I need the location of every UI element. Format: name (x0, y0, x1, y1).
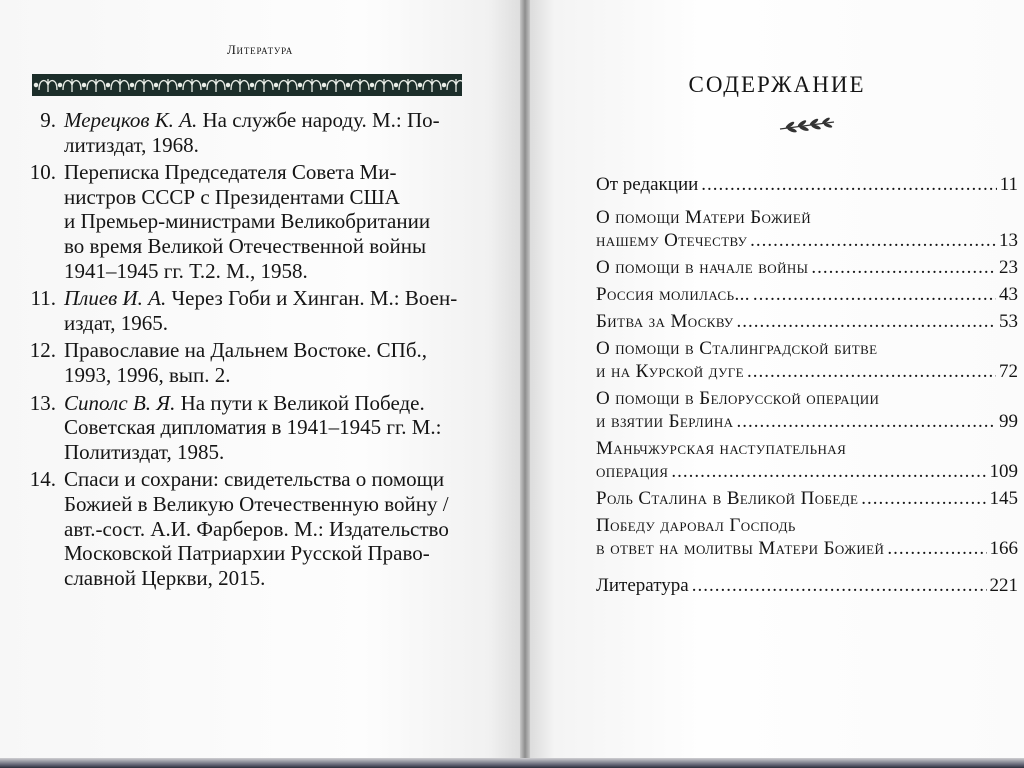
ornament-dot (226, 83, 229, 86)
item-line: авт.-сост. А.И. Фарберов. М.: Издательство (64, 516, 449, 541)
toc-entry-title-cont: операция (596, 461, 669, 482)
bibliography-item (22, 286, 467, 335)
bibliography-item (22, 391, 467, 465)
bibliography-item (22, 467, 467, 590)
item-line: издат, 1965. (64, 310, 168, 335)
ornament-dot (370, 83, 373, 86)
toc-entry[interactable] (596, 173, 1018, 196)
ornament-dot (298, 83, 301, 86)
item-author: Сиполс В. Я. (64, 390, 176, 415)
dot-leader (811, 256, 996, 279)
ornament-dot (274, 83, 277, 86)
item-line: литиздат, 1968. (64, 132, 199, 157)
ornament-dot (442, 83, 445, 86)
dot-leader (887, 537, 986, 560)
toc-entry[interactable] (596, 256, 1018, 279)
toc-entry-line (596, 283, 1018, 306)
item-line: славной Церкви, 2015. (64, 565, 266, 590)
toc-entry[interactable] (596, 574, 1018, 597)
toc-entry-title: От редакции (596, 174, 699, 195)
ornament-dot (106, 83, 109, 86)
ornament-dot (346, 83, 349, 86)
dot-leader (671, 460, 986, 483)
toc-entry-line (596, 487, 1018, 510)
toc-entry[interactable] (596, 206, 1018, 252)
bibliography-item (22, 108, 467, 157)
item-author: Мерецков К. А. (64, 108, 198, 132)
ornament-dot (154, 83, 157, 86)
toc-entry-title: О помощи Матери Божией (596, 207, 811, 228)
item-line: Плиев И. А. Через Гоби и Хинган. М.: Воен- (64, 286, 458, 311)
toc-entry-line (596, 173, 1018, 196)
toc-entry-title: Маньчжурская наступательная (596, 438, 847, 459)
toc-entry[interactable] (596, 487, 1018, 510)
book-gutter (520, 0, 530, 758)
toc-entry-title: Литература (596, 575, 689, 596)
ornament-dot (82, 83, 85, 86)
toc-entry[interactable] (596, 437, 1018, 483)
toc-page-number: 53 (999, 311, 1018, 332)
item-line: Мерецков К. А. На службе народу. М.: По- (64, 108, 440, 132)
item-line: во время Великой Отечественной войны (64, 233, 427, 258)
dot-leader (701, 173, 996, 196)
item-number: 14. (29, 467, 56, 492)
toc-entry-title: Битва за Москву (596, 311, 734, 332)
toc-page-number: 145 (989, 488, 1018, 509)
toc-entry-title-cont: нашему Отечеству (596, 230, 748, 251)
toc-entry-line (596, 310, 1018, 333)
toc-page-number: 11 (999, 174, 1018, 195)
toc-entry[interactable] (596, 283, 1018, 306)
ornament-dot (322, 83, 325, 86)
toc-page-number: 43 (999, 284, 1018, 305)
item-line: Православие на Дальнем Востоке. СПб., (64, 338, 428, 363)
toc-entry-line (596, 460, 1018, 483)
toc-entry-line (596, 410, 1018, 433)
laurel-branch-icon (776, 117, 838, 133)
toc-page-number: 99 (999, 411, 1018, 432)
item-number: 10. (29, 160, 56, 185)
dot-leader (861, 487, 986, 510)
item-line: Божией в Великую Отечественную войну / (64, 491, 449, 516)
ornament-dot (130, 83, 133, 86)
toc-page-number: 166 (989, 538, 1018, 559)
toc-entry[interactable] (596, 514, 1018, 560)
item-line: Спаси и сохрани: свидетельства о помощи (64, 467, 445, 492)
dot-leader (736, 410, 996, 433)
dot-leader (692, 574, 987, 597)
item-author: Плиев И. А. (64, 286, 167, 311)
item-number: 12. (29, 338, 56, 363)
dot-leader (736, 310, 996, 333)
item-number: 9. (40, 108, 56, 132)
running-head: Литература (226, 42, 294, 57)
table-edge (0, 758, 1024, 768)
item-line: Советская дипломатия в 1941–1945 гг. М.: (64, 415, 442, 440)
item-line: Сиполс В. Я. На пути к Великой Победе. (64, 390, 425, 415)
toc-entry-title: О помощи в Белорусской операции (596, 388, 880, 409)
toc-entry-line (596, 360, 1018, 383)
toc-entry-line (596, 229, 1018, 252)
toc-entry[interactable] (596, 310, 1018, 333)
toc-entry-title: Россия молилась... (596, 284, 750, 305)
item-number: 13. (29, 390, 56, 415)
toc-title: СОДЕРЖАНИЕ (688, 72, 866, 97)
floral-ornament-band-icon (32, 74, 462, 96)
ornament-dot (394, 83, 397, 86)
ornament-dot (58, 83, 61, 86)
toc-page-number: 23 (999, 257, 1018, 278)
toc-entry-title: О помощи в начале войны (596, 257, 809, 278)
bibliography-list (22, 108, 467, 593)
bibliography-item (22, 160, 467, 283)
ornament-dot (418, 83, 421, 86)
toc-page-number: 109 (989, 461, 1018, 482)
ornament-dot (202, 83, 205, 86)
toc-entry-title-cont: в ответ на молитвы Матери Божией (596, 538, 885, 559)
item-line: 1941–1945 гг. Т.2. М., 1958. (64, 258, 308, 283)
ornament-dot (34, 83, 37, 86)
dot-leader (747, 360, 996, 383)
item-line: Московской Патриархии Русской Право- (64, 541, 430, 566)
ornament-dot (250, 83, 253, 86)
item-line: 1993, 1996, вып. 2. (64, 362, 231, 387)
item-line: Политиздат, 1985. (64, 439, 225, 464)
toc-entry-title: О помощи в Сталинградской битве (596, 338, 878, 359)
toc-page-number: 221 (989, 575, 1018, 596)
table-of-contents (596, 173, 1018, 607)
dot-leader (750, 229, 996, 252)
toc-entry-title-cont: и на Курской дуге (596, 361, 744, 382)
toc-entry-line (596, 537, 1018, 560)
toc-entry-line (596, 574, 1018, 597)
item-line: Переписка Председателя Совета Ми- (64, 160, 397, 185)
toc-entry-title-cont: и взятии Берлина (596, 411, 734, 432)
ornament-dot (178, 83, 181, 86)
toc-entry-title: Победу даровал Господь (596, 515, 796, 536)
bibliography-item (22, 338, 467, 387)
toc-entry-title: Роль Сталина в Великой Победе (596, 488, 859, 509)
toc-page-number: 13 (999, 230, 1018, 251)
toc-entry-line (596, 256, 1018, 279)
dot-leader (753, 283, 996, 306)
item-line: нистров СССР с Президентами США (64, 184, 400, 209)
toc-page-number: 72 (999, 361, 1018, 382)
toc-entry[interactable] (596, 337, 1018, 383)
item-number: 11. (30, 286, 56, 311)
item-line: и Премьер-министрами Великобритании (64, 209, 431, 234)
toc-entry[interactable] (596, 387, 1018, 433)
